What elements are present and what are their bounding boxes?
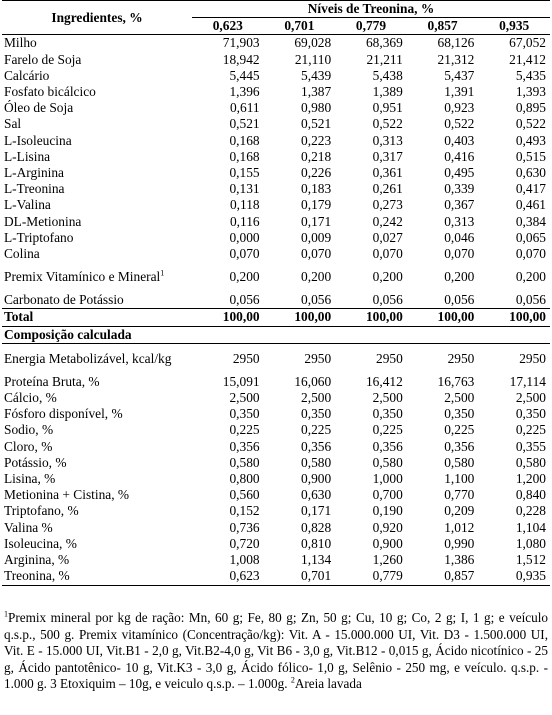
table-row	[2, 149, 550, 165]
cell-value: 17,114	[509, 373, 546, 389]
cell-value: 0,495	[444, 165, 475, 181]
cell-value: 0,840	[515, 487, 546, 503]
cell-value: 0,171	[301, 213, 332, 229]
cell-value: 0,070	[515, 246, 546, 262]
cell-value: 0,056	[229, 292, 260, 308]
section-row	[2, 326, 550, 343]
table-row	[2, 84, 550, 100]
footnote-text: Areia lavada	[294, 676, 362, 692]
row-label: Fosfato bicálcico	[4, 84, 96, 100]
cell-value: 2,500	[301, 390, 332, 406]
cell-value: 0,168	[229, 148, 260, 164]
row-label: Cloro, %	[4, 438, 53, 454]
table-row	[2, 197, 550, 213]
cell-value: 2,500	[372, 390, 403, 406]
level-header: 0,935	[478, 18, 550, 35]
row-label: Sodio, %	[4, 422, 54, 438]
cell-value: 5,438	[372, 67, 403, 83]
cell-value: 0,560	[229, 487, 260, 503]
cell-value: 1,008	[229, 552, 260, 568]
cell-value: 0,920	[372, 519, 403, 535]
cell-value: 0,521	[301, 116, 332, 132]
table-header	[2, 1, 550, 35]
cell-value: 0,367	[444, 197, 475, 213]
cell-value: 0,261	[372, 181, 403, 197]
cell-value: 0,935	[478, 568, 550, 585]
cell-value: 16,763	[437, 373, 475, 389]
table-row	[2, 230, 550, 246]
cell-value: 0,770	[444, 487, 475, 503]
table-row	[2, 116, 550, 132]
cell-value: 2950	[519, 350, 546, 366]
row-label: Total	[2, 309, 192, 326]
cell-value: 0,990	[444, 535, 475, 551]
cell-value: 0,225	[229, 422, 260, 438]
row-label: L-Valina	[4, 197, 51, 213]
cell-value: 68,369	[365, 35, 403, 51]
row-label: Fósforo disponível, %	[4, 406, 123, 422]
ingredients-body	[2, 35, 550, 262]
cell-value: 0,179	[301, 197, 332, 213]
row-label: Proteína Bruta, %	[4, 373, 100, 389]
table-row	[2, 487, 550, 503]
row-label: Sal	[4, 116, 22, 132]
cell-value: 0,580	[301, 454, 332, 470]
row-label: Arginina, %	[4, 552, 70, 568]
cell-value: 0,225	[515, 422, 546, 438]
row-label: DL-Metionina	[4, 213, 82, 229]
cell-value: 21,211	[366, 51, 403, 67]
cell-value: 0,720	[229, 535, 260, 551]
cell-value: 1,080	[515, 535, 546, 551]
cell-value: 16,060	[294, 373, 332, 389]
row-label: L-Triptofano	[4, 229, 74, 245]
cell-value: 0,895	[515, 100, 546, 116]
cell-value: 1,512	[515, 552, 546, 568]
cell-value: 0,356	[372, 438, 403, 454]
cell-value: 2,500	[229, 390, 260, 406]
cell-value: 0,209	[444, 503, 475, 519]
cell-value: 1,104	[515, 519, 546, 535]
cell-value: 2950	[304, 350, 332, 366]
cell-value: 16,412	[365, 373, 403, 389]
cell-value: 0,810	[301, 535, 332, 551]
cell-value: 0,313	[372, 132, 403, 148]
footnote-marker: 1	[160, 268, 165, 278]
cell-value: 0,070	[444, 246, 475, 262]
cell-value: 67,052	[509, 35, 546, 51]
cell-value: 0,611	[229, 100, 260, 116]
cell-value: 1,000	[372, 471, 403, 487]
cell-value: 0,521	[229, 116, 260, 132]
table-row	[2, 455, 550, 471]
cell-value: 1,389	[372, 84, 403, 100]
cell-value: 0,700	[372, 487, 403, 503]
cell-value: 0,980	[301, 100, 332, 116]
table-row	[2, 68, 550, 84]
cell-value: 5,445	[229, 67, 260, 83]
table-row	[2, 406, 550, 422]
cell-value: 1,386	[444, 552, 475, 568]
cell-value: 2,500	[444, 390, 475, 406]
cell-value: 0,070	[301, 246, 332, 262]
cell-value: 1,012	[444, 519, 475, 535]
total-row	[2, 309, 550, 326]
row-label: L-Treonina	[4, 181, 65, 197]
table-footnote	[4, 610, 548, 693]
cell-value: 100,00	[478, 309, 550, 326]
level-header: 0,701	[264, 18, 336, 35]
cell-value: 2950	[232, 350, 260, 366]
cell-value: 0,242	[372, 213, 403, 229]
header-ingredients: Ingredientes, %	[2, 1, 192, 35]
cell-value: 0,350	[444, 406, 475, 422]
cell-value: 1,396	[229, 84, 260, 100]
cell-value: 0,350	[301, 406, 332, 422]
cell-value: 0,200	[229, 269, 260, 285]
cell-value: 0,522	[444, 116, 475, 132]
cell-value: 0,522	[515, 116, 546, 132]
row-label: Farelo de Soja	[4, 51, 82, 67]
table-row	[2, 246, 550, 262]
premix-label: Premix Vitamínico e Mineral	[4, 269, 161, 285]
cell-value: 0,630	[515, 165, 546, 181]
cell-value: 0,218	[301, 148, 332, 164]
cell-value: 0,131	[229, 181, 260, 197]
row-label: Triptofano, %	[4, 503, 79, 519]
cell-value: 0,313	[444, 213, 475, 229]
row-label: Metionina + Cistina, %	[4, 487, 130, 503]
table-row	[2, 568, 550, 585]
cell-value: 0,190	[372, 503, 403, 519]
cell-value: 0,339	[444, 181, 475, 197]
table-row	[2, 343, 550, 374]
cell-value: 1,260	[372, 552, 403, 568]
cell-value: 2950	[376, 350, 403, 366]
table-row	[2, 133, 550, 149]
diet-composition-table	[2, 0, 550, 586]
level-header: 0,857	[407, 18, 479, 35]
table-row	[2, 439, 550, 455]
cell-value: 0,857	[407, 568, 479, 585]
cell-value: 0,356	[444, 438, 475, 454]
cell-value: 0,200	[372, 269, 403, 285]
cell-value: 0,522	[372, 116, 403, 132]
cell-value: 1,387	[301, 84, 332, 100]
table-row	[2, 552, 550, 568]
cell-value: 0,493	[515, 132, 546, 148]
table-row	[2, 520, 550, 536]
cell-value: 1,393	[515, 84, 546, 100]
footnote-marker: 1	[4, 609, 8, 619]
premix-body	[2, 262, 550, 374]
cell-value: 0,317	[372, 148, 403, 164]
cell-value: 5,437	[444, 67, 475, 83]
cell-value: 68,126	[437, 35, 475, 51]
cell-value: 0,900	[301, 471, 332, 487]
cell-value: 0,350	[229, 406, 260, 422]
cell-value: 0,361	[372, 165, 403, 181]
header-threonine-levels: Níveis de Treonina, %	[192, 1, 550, 18]
cell-value: 0,225	[372, 422, 403, 438]
cell-value: 0,384	[515, 213, 546, 229]
cell-value: 0,228	[515, 503, 546, 519]
table-row	[2, 181, 550, 197]
cell-value: 0,580	[372, 454, 403, 470]
cell-value: 71,903	[222, 35, 260, 51]
cell-value: 0,056	[444, 292, 475, 308]
row-label: Energia Metabolizável, kcal/kg	[4, 350, 172, 366]
cell-value: 100,00	[192, 309, 264, 326]
cell-value: 0,273	[372, 197, 403, 213]
cell-value: 0,226	[301, 165, 332, 181]
cell-value: 1,134	[301, 552, 332, 568]
table-row	[2, 390, 550, 406]
cell-value: 0,070	[372, 246, 403, 262]
cell-value: 100,00	[407, 309, 479, 326]
cell-value: 1,200	[515, 471, 546, 487]
row-label: Potássio, %	[4, 454, 67, 470]
cell-value: 0,000	[229, 229, 260, 245]
cell-value: 0,009	[301, 229, 332, 245]
cell-value: 100,00	[335, 309, 407, 326]
cell-value: 69,028	[294, 35, 332, 51]
table-row	[2, 292, 550, 309]
cell-value: 0,951	[372, 100, 403, 116]
cell-value: 0,355	[515, 438, 546, 454]
cell-value: 0,416	[444, 148, 475, 164]
table-row	[2, 165, 550, 181]
cell-value: 0,800	[229, 471, 260, 487]
cell-value: 0,828	[301, 519, 332, 535]
cell-value: 0,623	[192, 568, 264, 585]
cell-value: 0,580	[444, 454, 475, 470]
level-header: 0,623	[192, 18, 264, 35]
cell-value: 0,403	[444, 132, 475, 148]
cell-value: 1,391	[444, 84, 475, 100]
level-header: 0,779	[335, 18, 407, 35]
table-row	[2, 503, 550, 519]
row-label: Cálcio, %	[4, 390, 57, 406]
footnote-marker: 2	[290, 675, 295, 685]
cell-value: 0,152	[229, 503, 260, 519]
cell-value: 0,225	[444, 422, 475, 438]
row-label: Óleo de Soja	[4, 100, 74, 116]
cell-value: 2950	[447, 350, 475, 366]
table-row	[2, 52, 550, 68]
cell-value: 21,312	[437, 51, 475, 67]
row-label: L-Isoleucina	[4, 132, 72, 148]
cell-value: 0,923	[444, 100, 475, 116]
cell-value: 0,046	[444, 229, 475, 245]
cell-value: 0,461	[515, 197, 546, 213]
cell-value: 18,942	[222, 51, 260, 67]
table-row	[2, 100, 550, 116]
cell-value: 0,701	[264, 568, 336, 585]
row-label	[2, 262, 192, 292]
cell-value: 0,515	[515, 148, 546, 164]
cell-value: 0,417	[515, 181, 546, 197]
cell-value: 5,439	[301, 67, 332, 83]
cell-value: 0,225	[301, 422, 332, 438]
cell-value: 0,027	[372, 229, 403, 245]
row-label: L-Lisina	[4, 148, 51, 164]
cell-value: 0,223	[301, 132, 332, 148]
cell-value: 1,100	[444, 471, 475, 487]
footnote-text: Premix mineral por kg de ração: Mn, 60 g; Fe, 80 g; Zn, 50 g; Cu, 10 g; Co, 2 g; I, 1 g; e veículo q.s.p., 500 g. Premix vitamínico (Concentração/kg): Vit. A - 15.000.000 UI, Vit. D3 - 1.500.000 UI, Vit. E - 15.000 UI, Vit.B1 - 2,0 g, Vit.B2-4,0 g, Vit B6 - 3,0 g, Vit.B12 - 0,015 g, Ácido nicotínico - 25 g, Ácido pantotênico- 10 g, Vit.K3 - 3,0 g, Ácido fólico- 1,0 g, Selênio - 250 mg, e veículo. q.s.p. - 1.000 g. 3 Etoxiquim – 10g, e veiculo q.s.p. – 1.000g.	[4, 610, 548, 692]
section-title: Composição calculada	[2, 326, 550, 343]
cell-value: 15,091	[222, 373, 260, 389]
table-row	[2, 536, 550, 552]
cell-value: 0,118	[229, 197, 260, 213]
row-label: Isoleucina, %	[4, 535, 77, 551]
row-label: Carbonato de Potássio	[4, 292, 124, 308]
cell-value: 0,580	[229, 454, 260, 470]
cell-value: 0,350	[372, 406, 403, 422]
cell-value: 0,155	[229, 165, 260, 181]
table-row	[2, 214, 550, 230]
cell-value: 21,110	[294, 51, 332, 67]
table-row	[2, 422, 550, 438]
cell-value: 0,056	[372, 292, 403, 308]
cell-value: 0,630	[301, 487, 332, 503]
cell-value: 0,056	[515, 292, 546, 308]
cell-value: 0,168	[229, 132, 260, 148]
cell-value: 21,412	[509, 51, 546, 67]
table-row	[2, 374, 550, 390]
cell-value: 2,500	[515, 390, 546, 406]
table-row	[2, 35, 550, 52]
cell-value: 5,435	[515, 67, 546, 83]
row-label: Calcário	[4, 67, 50, 83]
cell-value: 0,779	[335, 568, 407, 585]
composition-body	[2, 374, 550, 585]
row-label: Lisina, %	[4, 471, 56, 487]
cell-value: 0,200	[515, 269, 546, 285]
row-label: Colina	[4, 246, 40, 262]
cell-value: 0,580	[515, 454, 546, 470]
cell-value: 100,00	[264, 309, 336, 326]
cell-value: 0,183	[301, 181, 332, 197]
row-label: Treonina, %	[2, 568, 192, 585]
cell-value: 0,200	[444, 269, 475, 285]
row-label: Milho	[4, 35, 37, 51]
table-row	[2, 471, 550, 487]
cell-value: 0,356	[301, 438, 332, 454]
cell-value: 0,356	[229, 438, 260, 454]
cell-value: 0,900	[372, 535, 403, 551]
table-row	[2, 262, 550, 292]
cell-value: 0,200	[301, 269, 332, 285]
cell-value: 0,736	[229, 519, 260, 535]
cell-value: 0,350	[515, 406, 546, 422]
cell-value: 0,065	[515, 229, 546, 245]
cell-value: 0,056	[301, 292, 332, 308]
cell-value: 0,171	[301, 503, 332, 519]
cell-value: 0,116	[229, 213, 260, 229]
row-label: L-Arginina	[4, 165, 64, 181]
cell-value: 0,070	[229, 246, 260, 262]
row-label: Valina %	[4, 519, 53, 535]
